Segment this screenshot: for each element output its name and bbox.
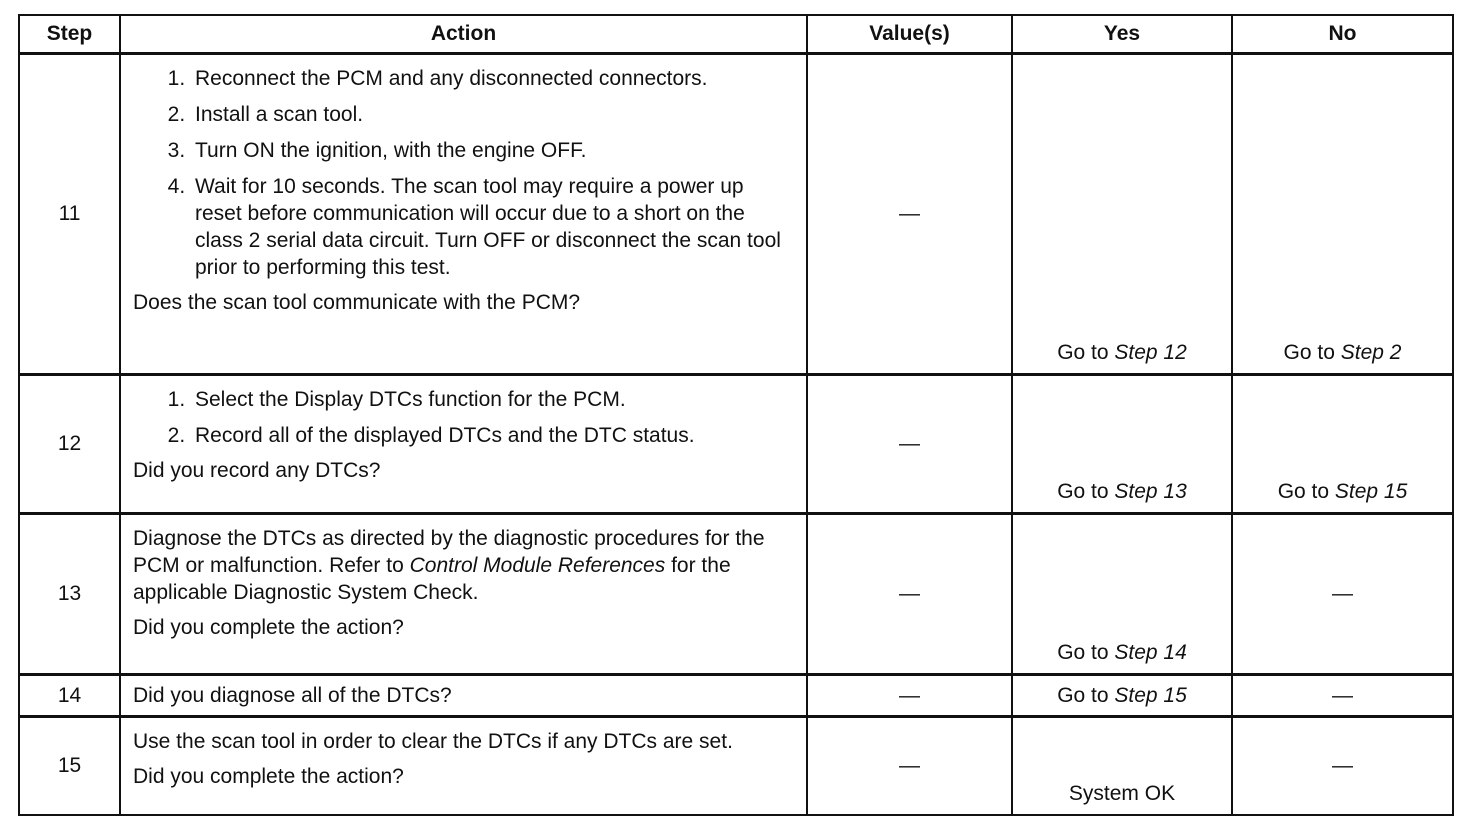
yes-cell <box>1012 54 1232 375</box>
no-prefix: Go to <box>1277 480 1335 503</box>
no-cell: — <box>1232 514 1453 675</box>
header-values: Value(s) <box>807 15 1012 54</box>
header-row <box>19 15 1453 54</box>
table-row <box>19 675 1453 717</box>
header-step: Step <box>19 15 120 54</box>
value-cell: — <box>807 717 1012 815</box>
action-text: for the applicable Diagnostic System Check. <box>133 554 731 604</box>
action-cell <box>120 717 807 815</box>
yes-step-ref: Step 13 <box>1114 480 1187 503</box>
action-text: Diagnose the DTCs as directed by the diagnostic procedures for the PCM or malfunction. Refer to <box>133 527 765 577</box>
yes-cell <box>1012 675 1232 717</box>
action-cell <box>120 54 807 375</box>
step-number: 14 <box>19 675 120 717</box>
no-step-ref: Step 2 <box>1340 341 1402 364</box>
step-number: 13 <box>19 514 120 675</box>
header-no: No <box>1232 15 1453 54</box>
table-row <box>19 375 1453 514</box>
yes-step-ref: Step 14 <box>1114 641 1187 664</box>
action-paragraph: Use the scan tool in order to clear the DTCs if any DTCs are set. <box>133 730 733 753</box>
no-prefix: Go to <box>1283 341 1341 364</box>
table-row <box>19 717 1453 815</box>
action-cell <box>120 514 807 675</box>
step-number: 12 <box>19 375 120 514</box>
value-cell: — <box>807 514 1012 675</box>
reference-link-text: Control Module References <box>409 554 666 577</box>
yes-cell: System OK <box>1012 717 1232 815</box>
no-cell <box>1232 375 1453 514</box>
action-list <box>133 65 796 281</box>
yes-cell <box>1012 375 1232 514</box>
yes-step-ref: Step 15 <box>1114 683 1187 707</box>
action-paragraph <box>133 525 796 606</box>
no-step-ref: Step 15 <box>1334 480 1408 503</box>
no-cell: — <box>1232 675 1453 717</box>
list-item: 2. Record all of the displayed DTCs and the DTC status. <box>191 422 796 449</box>
yes-prefix: Go to <box>1057 683 1115 707</box>
yes-prefix: Go to <box>1057 480 1115 503</box>
list-item: 1. Reconnect the PCM and any disconnected connectors. <box>191 65 796 92</box>
yes-cell <box>1012 514 1232 675</box>
header-yes: Yes <box>1012 15 1232 54</box>
list-item: 3. Turn ON the ignition, with the engine OFF. <box>191 137 796 164</box>
action-cell <box>120 675 807 717</box>
value-cell: — <box>807 375 1012 514</box>
no-cell <box>1232 54 1453 375</box>
question-text: Did you complete the action? <box>133 616 404 639</box>
step-number: 11 <box>19 54 120 375</box>
diagnostic-table <box>18 14 1454 816</box>
table-row <box>19 54 1453 375</box>
yes-step-ref: Step 12 <box>1114 341 1187 364</box>
value-cell: — <box>807 54 1012 375</box>
list-item: 2. Install a scan tool. <box>191 101 796 128</box>
no-cell: — <box>1232 717 1453 815</box>
action-list <box>133 386 796 449</box>
value-cell: — <box>807 675 1012 717</box>
question-text: Does the scan tool communicate with the PCM? <box>133 291 581 314</box>
yes-prefix: Go to <box>1057 641 1115 664</box>
yes-prefix: Go to <box>1057 341 1115 364</box>
question-text: Did you record any DTCs? <box>133 459 381 482</box>
action-cell <box>120 375 807 514</box>
question-text: Did you complete the action? <box>133 765 404 788</box>
list-item: 4. Wait for 10 seconds. The scan tool may require a power up reset before communication will occur due to a short on the class 2 serial data circuit. Turn OFF or disconnect the scan tool prior to performing this test. <box>191 173 796 281</box>
header-action: Action <box>120 15 807 54</box>
question-text: Did you diagnose all of the DTCs? <box>133 684 452 707</box>
table-row <box>19 514 1453 675</box>
list-item: 1. Select the Display DTCs function for the PCM. <box>191 386 796 413</box>
step-number: 15 <box>19 717 120 815</box>
